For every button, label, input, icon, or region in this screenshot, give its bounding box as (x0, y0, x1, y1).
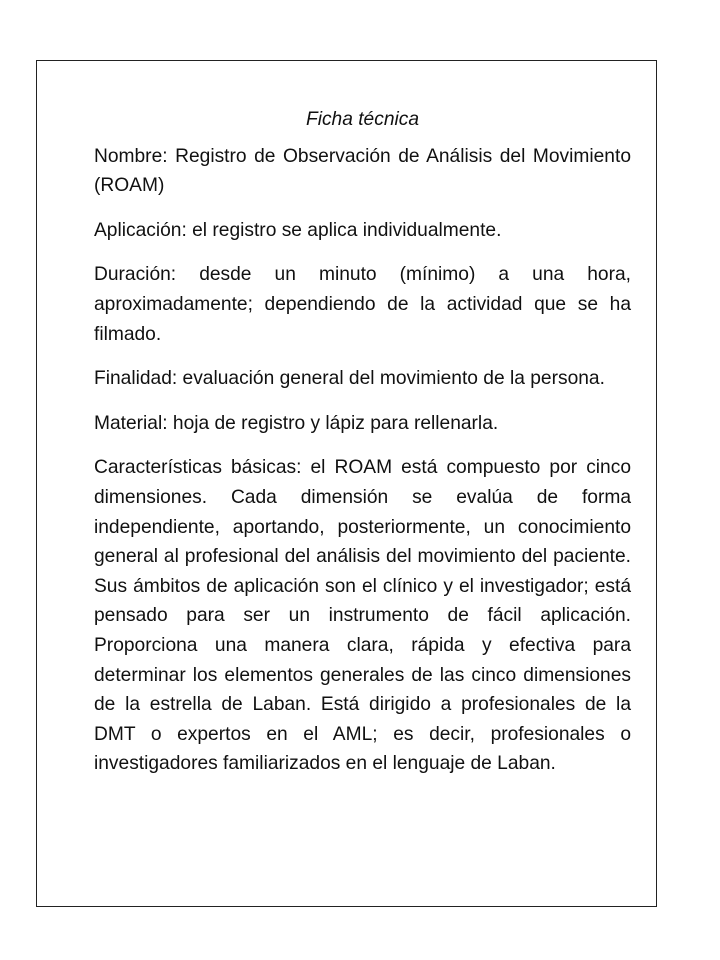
field-nombre: Nombre: Registro de Observación de Análisis del Movimiento (ROAM) (94, 145, 631, 197)
field-aplicacion: Aplicación: el registro se aplica individualmente. (94, 219, 502, 241)
field-caracteristicas: Características básicas: el ROAM está compuesto por cinco dimensiones. Cada dimensión se evalúa de forma independiente, aportando, posteriormente, un conocimiento general al profesional del análisis del movimiento del paciente. Sus ámbitos de aplicación son el clínico y el investigador; está pensado para ser un instrumento de fácil aplicación. Proporciona una manera clara, rápida y efectiva para determinar los elementos generales de las cinco dimensiones de la estrella de Laban. Está dirigido a profesionales de la DMT o expertos en el AML; es decir, profesionales o investigadores familiarizados en el lenguaje de Laban. (94, 457, 631, 775)
technical-sheet-box (36, 60, 657, 907)
field-finalidad: Finalidad: evaluación general del movimiento de la persona. (94, 368, 605, 390)
field-duracion: Duración: desde un minuto (mínimo) a una hora, aproximadamente; dependiendo de la actividad que se ha filmado. (94, 264, 631, 345)
technical-sheet-content (94, 105, 631, 794)
sheet-title: Ficha técnica (305, 109, 420, 130)
field-material: Material: hoja de registro y lápiz para rellenarla. (94, 412, 499, 434)
